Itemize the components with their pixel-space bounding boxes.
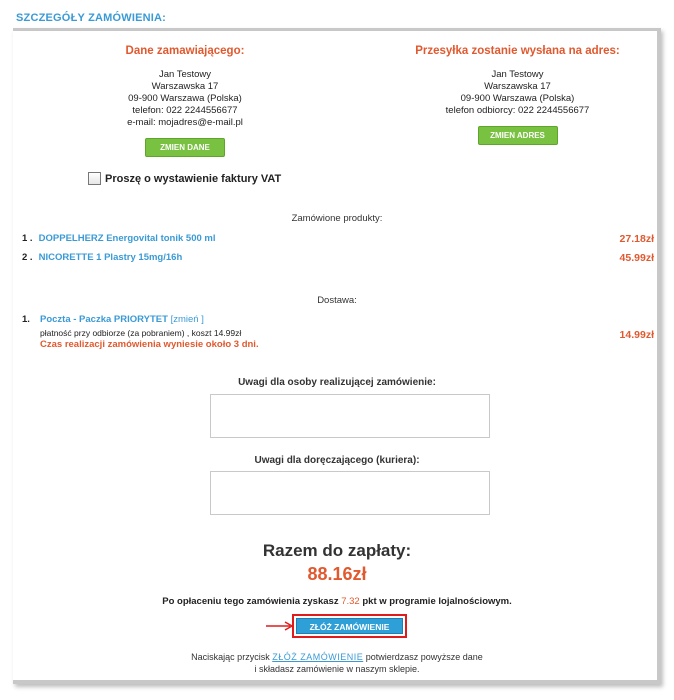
- delivery-price: 14.99zł: [619, 329, 654, 341]
- delivery-label: Dostawa:: [317, 295, 357, 306]
- vat-invoice-option[interactable]: [88, 172, 281, 185]
- product-price: 27.18zł: [619, 233, 654, 245]
- change-address-button[interactable]: ZMIEN ADRES: [478, 126, 558, 145]
- shipping-address: [400, 69, 635, 117]
- products-label: Zamówione produkty:: [291, 213, 383, 224]
- change-bracket-close: ]: [201, 314, 204, 325]
- change-data-button[interactable]: ZMIEN DANE: [145, 138, 225, 157]
- arrow-right-icon: [266, 621, 294, 631]
- section-title: SZCZEGÓŁY ZAMÓWIENIA:: [16, 12, 167, 24]
- shipping-heading: Przesyłka zostanie wysłana na adres:: [415, 45, 620, 57]
- footer-note: [0, 651, 674, 675]
- product-link[interactable]: NICORETTE 1 Plastry 15mg/16h: [38, 252, 183, 263]
- loyalty-points: 7.32: [341, 596, 360, 607]
- orderer-city: 09-900 Warszawa (Polska): [128, 93, 242, 104]
- footer-keyword: ZŁÓŻ ZAMÓWIENIE: [272, 652, 364, 662]
- notes-courier-textarea[interactable]: [210, 471, 490, 515]
- shipping-city: 09-900 Warszawa (Polska): [460, 93, 575, 104]
- shipping-name: Jan Testowy: [491, 69, 544, 80]
- product-row: [22, 233, 654, 244]
- delivery-time: Czas realizacji zamówienia wyniesie około 3 dni.: [40, 339, 259, 350]
- product-row: [22, 252, 654, 263]
- notes-person-textarea[interactable]: [210, 394, 490, 438]
- product-number: 1 .: [22, 233, 33, 244]
- loyalty-after: pkt w programie lojalnościowym.: [362, 596, 512, 607]
- delivery-title-line: [40, 314, 654, 327]
- delivery-number: 1.: [22, 314, 30, 325]
- delivery-method: Poczta - Paczka PRIORYTET: [40, 314, 168, 325]
- checkbox-icon[interactable]: [88, 172, 101, 185]
- notes-courier-label: Uwagi dla doręczającego (kuriera):: [254, 455, 420, 466]
- total-label: Razem do zapłaty:: [262, 541, 412, 560]
- product-price: 45.99zł: [619, 252, 654, 264]
- shipping-phone: telefon odbiorcy: 022 2244556677: [445, 105, 590, 116]
- orderer-email: e-mail: mojadres@e-mail.pl: [127, 117, 243, 128]
- orderer-address: [85, 69, 285, 129]
- shipping-street: Warszawska 17: [484, 81, 551, 92]
- shipping-column: [400, 45, 635, 145]
- change-bracket-open: [: [170, 314, 174, 325]
- delivery-payment: płatność przy odbiorze (za pobraniem) , koszt 14.99zł: [40, 327, 242, 338]
- order-button-highlight: [292, 614, 407, 638]
- orderer-heading: Dane zamawiającego:: [125, 45, 245, 57]
- orderer-phone: telefon: 022 2244556677: [132, 105, 238, 116]
- total-value: 88.16zł: [307, 564, 367, 584]
- loyalty-text: [0, 596, 674, 607]
- place-order-button[interactable]: ZŁÓŻ ZAMÓWIENIE: [296, 618, 403, 634]
- product-link[interactable]: DOPPELHERZ Energovital tonik 500 ml: [38, 233, 216, 244]
- orderer-street: Warszawska 17: [151, 81, 219, 92]
- orderer-column: [85, 45, 285, 157]
- footer-after: potwierdzasz powyższe dane: [365, 652, 483, 662]
- product-number: 2 .: [22, 252, 33, 263]
- loyalty-before: Po opłaceniu tego zamówienia zyskasz: [162, 596, 339, 607]
- orderer-name: Jan Testowy: [158, 69, 212, 80]
- footer-line2: i składasz zamówienie w naszym sklepie.: [254, 664, 420, 674]
- change-delivery-link[interactable]: zmień: [173, 314, 199, 325]
- footer-before: Naciskając przycisk: [191, 652, 270, 662]
- vat-invoice-label: Proszę o wystawienie faktury VAT: [105, 172, 282, 185]
- notes-person-label: Uwagi dla osoby realizującej zamówienie:: [238, 377, 436, 388]
- delivery-item: [22, 314, 654, 352]
